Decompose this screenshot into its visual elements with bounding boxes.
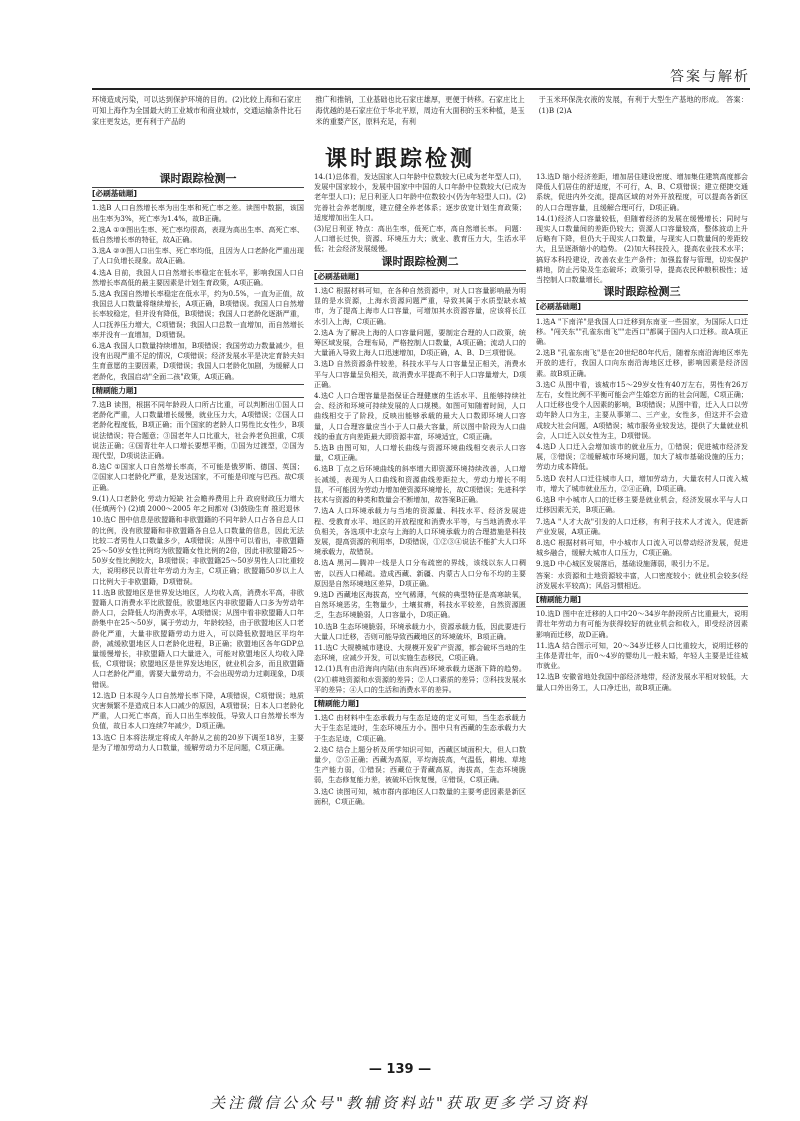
answer-paragraph: 2.选B "孔雀东南飞"是在20世纪80年代后，随着东南沿海地区率先开放的进行，我国人口向东南沿海地区迁移，影响因素是经济因素。故B项正确。 bbox=[536, 348, 748, 378]
answer-paragraph: 2.选A 为了解决上海的人口容量问题，要制定合理的人口政策，统筹区域发展，合理布局，严格控制人口数量，A项正确；流动人口的大量涌入导致上海人口迅速增加，D项正确，A、B、D三项错误。 bbox=[314, 327, 526, 358]
top-col-2: 推广和推销，工业基础也比石家庄雄厚，更便于转移。石家庄比上海优越的是石家庄位于华北平原，周边有大面积的玉米种植，是玉米的重要产区，原料充足，有利 bbox=[315, 95, 525, 126]
section-title: 课时跟踪检测一 bbox=[159, 172, 237, 185]
answer-paragraph: 6.选B 丁点之后环境曲线的斜率增大即资源环境持续改善，人口增长减缓，表现为人口曲线和资源曲线差距拉大，劳动力增长不明显，不可能因为劳动力增加使资源环境增长，故C项错误；先进科学技术与资源的种类和数量会不断增加，故答案B正确。 bbox=[314, 464, 526, 505]
answer-paragraph: 答案：水资源和土地资源较丰富，人口密度较小；就业机会较多(经济发展水平较高)；风俗习惯相近。 bbox=[536, 570, 748, 590]
answer-paragraph: 1.选B 人口自然增长率为出生率和死亡率之差。读图中数据，该国出生率为3%，死亡率为1.4%，故B正确。 bbox=[92, 203, 304, 223]
answer-paragraph: 2.选A ①③图出生率、死亡率均很高，表现为高出生率、高死亡率、低自然增长率的特征，故A正确。 bbox=[92, 224, 304, 245]
answer-paragraph: 5.选A 我国自然增长率稳定在低水平，约为0.5%，一直为正值，故我国总人口数量将继续增长，A项正确，B项错误。我国人口自然增长率较稳定，但并没有降低，B项错误；我国人口老龄化逐渐严重，人口抚养压力增大，C项错误；我国人口总数一直增加，而自然增长率并没有一直增加，D项错误。 bbox=[92, 289, 304, 339]
answer-paragraph: 10.选C 图中信息是欧盟籍和非欧盟籍的不同年龄人口占各自总人口的比例，没有欧盟籍和非欧盟籍各自总人口数量的信息，因此无法比较二者男性人口数量多少，A项错误；从图中可以看出，非欧盟籍25～50岁女性比例均为欧盟籍女性比例的2倍，因此非欧盟籍25～50岁女性比例较大，B项错误；非欧盟籍25～50岁男性人口比重较大，说明移民以青壮年劳动力为主，C项正确；欧盟籍50岁以上人口比例大于非欧盟籍，D项错误。 bbox=[92, 515, 304, 586]
answer-paragraph: 3.选A ②③图人口出生率、死亡率均低，且因为人口老龄化严重出现了人口负增长现象。故A正确。 bbox=[92, 246, 304, 266]
answer-paragraph: 7.选A "人才大战"引发的人口迁移，有利于技术人才流入，促进新产业发展，A项正确。 bbox=[536, 516, 748, 536]
top-col-1: 环境造成污染，可以达到保护环境的目的。(2)比较上海和石家庄可知上海作为全国最大的工业城市和商业城市，交通运输条件比石家庄更发达，更有利于产品的 bbox=[92, 95, 302, 126]
answer-paragraph: 12.选D 日本现今人口自然增长率下降，A项错误，C项错误；地质灾害频繁不是造成日本人口减少的原因，A项错误；日本人口老龄化严重，人口死亡率高，而人口出生率较低，导致人口自然增长率为负值，故日本人口连续7年减少，D项正确。 bbox=[92, 690, 304, 731]
column-3 bbox=[536, 172, 748, 1055]
answer-columns bbox=[92, 172, 748, 1055]
answer-paragraph: (3)尼日利亚 特点：高出生率，低死亡率，高自然增长率。 问题：人口增长过快，资源、环境压力大；就业、教育压力大，生活水平低；社会经济发展缓慢。 bbox=[314, 224, 526, 254]
answer-paragraph: 9.选D 西藏地区海拔高，空气稀薄，气候的典型特征是高寒缺氧，自然环境恶劣，生物量少，土壤贫瘠，科技水平较差，自然资源匮乏，生态环境脆弱，人口容量小，D项正确。 bbox=[314, 589, 526, 620]
section-tag: [精刷能力题] bbox=[536, 593, 748, 607]
section-tag: [必刷基础题] bbox=[92, 187, 304, 201]
answer-paragraph: 12.(1)具有由沿海向内陆(由东向西)环境承载力逐渐下降的趋势。 (2)①耕地资源和水资源的差异；②人口素质的差异；③科技发展水平的差异；④人口的生活和消费水平的差异。 bbox=[314, 664, 526, 694]
answer-paragraph: 3.选C 从图中看，该城市15～29岁女性有40万左右，男性有26万左右，女性比例不平衡可能会产生婚恋方面的社会问题，C项正确；人口迁移也受个人因素的影响，B项错误；从图中看，迁入人口以劳动年龄人口为主，主要从事第二、三产业，女性多，但这并不会造成较大社会问题，A项错误；城市服务业较发达，提供了大量就业机会，人口迁入以女性为主，D项错误。 bbox=[536, 379, 748, 440]
answer-paragraph: 11.选A 结合图示可知，20～34岁迁移人口比重较大，说明迁移的主体是青壮年，而0～4岁的婴幼儿一般未婚，年轻人主要是迁往城市就业。 bbox=[536, 640, 748, 671]
answer-paragraph: 4.选A 目前，我国人口自然增长率稳定在低水平，影响我国人口自然增长率高低的最主要因素是计划生育政策，A项正确。 bbox=[92, 267, 304, 287]
answer-paragraph: 14.(1)经济人口容量较低，但随着经济的发展在缓慢增长；同时与现实人口数量间的差距仍较大；资源人口容量较高，整体波动上升后略有下降，但仍大于现实人口数量，与现实人口数量间的差距较大，且呈逐渐缩小的趋势。 (2)加大科技投入，提高农业技术水平；搞好本科投建设，改善农业生产条件；加强监督与管理，切实保护耕地，防止污染及生态破坏；政策引导，提高农民种粮积极性；适当控制人口数量增长。 bbox=[536, 213, 748, 285]
column-2 bbox=[314, 172, 526, 1055]
answer-paragraph: 3.选C 读图可知，城市群内部地区人口数量的主要考虑因素是新区面积，C项正确。 bbox=[314, 786, 526, 806]
section-title: 课时跟踪检测三 bbox=[603, 285, 681, 299]
answer-paragraph: 8.选A 黑河—腾冲一线是人口分布疏密的界线，该线以东人口稠密，以西人口稀疏。造成西藏、新疆、内蒙古人口分布不均的主要原因是自然环境地区差异，D项正确。 bbox=[314, 558, 526, 588]
answer-paragraph: 10.选D 图中在迁移的人口中20～34岁年龄段所占比重最大，说明青壮年劳动力有可能为获得较好的就业机会和收入，即受经济因素影响而迁移，故D正确。 bbox=[536, 609, 748, 639]
answer-paragraph: 13.选D 缩小经济差距，增加居住建设密度、增加集住建筑高度都会降低人们居住的舒适度，不可行，A、B、C项错误；建立便捷交通系统，促进内外交流，提高区域的对外开放程度，可以提高各新区的人口合理容量，且缓解合理可行，D项正确。 bbox=[536, 172, 748, 212]
section-title: 课时跟踪检测二 bbox=[381, 254, 459, 268]
answer-paragraph: 6.选B 中小城市人口的迁移主要是就业机会，经济发展水平与人口迁移因素无关，B项正确。 bbox=[536, 495, 748, 515]
answer-paragraph: 1.选C 根据材料可知，在各种自然资源中，对人口容量影响最为明显的是水资源，上海水资源问题严重，导致其属于水质型缺水城市，为了提高上海市人口容量，可增加其水资源容量，应该将长江水引入上海，C项正确。 bbox=[314, 286, 526, 326]
answer-paragraph: 2.选C 结合上题分析及所学知识可知，西藏区域面积大，但人口数量少，②⑤正确；西藏为高原，平均海拔高，气温低，耕地、草地生产能力弱，①错误；西藏位于青藏高原，海拔高，生态环境脆弱，生态修复能力差，被破坏后恢复慢，④错误，C项正确。 bbox=[314, 744, 526, 785]
footer-note: 关注微信公众号"教辅资料站"获取更多学习资料 bbox=[210, 1094, 590, 1112]
answer-paragraph: 5.选B 由图可知，人口增长曲线与资源环境曲线相交表示人口容量，C项正确。 bbox=[314, 443, 526, 463]
main-title: 课时跟踪检测 bbox=[324, 147, 475, 172]
header-title: 答案与解析 bbox=[670, 69, 750, 85]
answer-paragraph: 1.选A "下南洋"是我国人口迁移到东南亚一些国家，为国际人口迁移。"闯关东""孔雀东南飞""走西口"都属于国内人口迁移。故A项正确。 bbox=[536, 316, 748, 347]
answer-paragraph: 10.选B 生态环境脆弱，环境承载力小，资源承载力低，因此要进行大量人口迁移，否则可能导致西藏地区的环境破坏，B项正确。 bbox=[314, 621, 526, 641]
answer-paragraph: 12.选B 安徽省地处我国中部经济地带，经济发展水平相对较低，大量人口外出务工，人口净迁出，故B项正确。 bbox=[536, 672, 748, 692]
answer-paragraph: 4.选D 人口迁入会增加该市的就业压力，①错误；促进城市经济发展，③错误；②缓解城市环境问题，加大了城市基础设施的压力；劳动力成本降低。 bbox=[536, 442, 748, 472]
answer-paragraph: 4.选C 人口合理容量是指保证合理健康的生活水平、且能够持续社会、经济和环境可持续发展的人口规模。如图可知随着时间，人口曲线相交于了阶段，反映出能够承载的最大人口数即环境人口容量，人口合理容量应当小于人口最大容量，所以图中阶段为人口曲线的垂直方向差距最大即资源丰富，环境适宜，C项正确。 bbox=[314, 391, 526, 441]
answer-paragraph: 13.选C 日本将法规定将成人年龄从之前的20岁下调至18岁，主要是为了增加劳动力人口数量，缓解劳动力不足问题，C项正确。 bbox=[92, 732, 304, 752]
answer-paragraph: 6.选A 我国人口数量持续增加，B项错误；我国劳动力数量减少，但没有出现严重不足的情况，C项错误；经济发展水平是决定育龄夫妇生育意愿的主要因素，D项错误；我国人口老龄化加剧，为缓解人口老龄化，我国启动"全面二孩"政策，A项正确。 bbox=[92, 341, 304, 381]
page-header bbox=[92, 64, 750, 90]
answer-paragraph: 7.选A 人口环境承载力与当地的资源量、科技水平、经济发展进程、受教育水平、地区的开放程度和消费水平等，与当地消费水平负相关，各选项中北京与上海的人口环境承载力的合理措施是科技发展，提高资源的利用率，D项错误，①②③④说法不能扩大人口环境承载力，故错误。 bbox=[314, 506, 526, 557]
answer-paragraph: 8.选C 根据材料可知，中小城市人口流入可以带动经济发展，促进城乡融合，缓解大城市人口压力，C项正确。 bbox=[536, 537, 748, 558]
answer-paragraph: 9.(1)人口老龄化 劳动力短缺 社会赡养费用上升 政府财政压力增大(任填两个) (2)填 2000～2005 年之间都对 (3)鼓励生育 推迟退休 bbox=[92, 493, 304, 514]
top-col-3: 于玉米环保洗衣液的发展，有利于大型生产基地的形成。 答案：(1)B (2)A bbox=[538, 95, 748, 115]
answer-paragraph: 3.选D 自然资源条件较差，科技水平与人口容量呈正相关，消费水平与人口容量呈负相关，故消费水平提高不利于人口容量增大，D项正确。 bbox=[314, 359, 526, 389]
answer-paragraph: 8.选C ①国家人口自然增长率高，不可能是俄罗斯、德国、英国；②国家人口老龄化严重，是发达国家，不可能是印度与巴西。故C项正确。 bbox=[92, 462, 304, 492]
section-tag: [精刷能力题] bbox=[92, 384, 304, 398]
answer-paragraph: 9.选D 中心城区发展落后，基础设施薄弱，吸引力不足。 bbox=[536, 559, 714, 569]
page-number: — 139 — bbox=[368, 1062, 432, 1077]
section-tag: [必刷基础题] bbox=[536, 300, 748, 314]
section-tag: [必刷基础题] bbox=[314, 270, 526, 284]
column-1 bbox=[92, 172, 304, 1055]
answer-paragraph: 11.选B 欧盟地区是世界发达地区，人均收入高，消费水平高，非欧盟籍人口消费水平比欧盟低，欧盟地区内非欧盟籍人口多为劳动年龄人口，会降低人均消费水平，A项错误；从图中看非欧盟籍人口年龄集中在25～50岁，属于劳动力，年龄较轻，由于欧盟地区人口老龄化严重，大量非欧盟籍劳动力进入，可以降低欧盟地区平均年龄，减缓欧盟地区人口老龄化进程，B正确；欧盟地区各年GDP总量缓慢增长，非欧盟籍人口大量进入，可能对欧盟地区人均收入降低，C项错误；欧盟地区是世界发达地区，就业机会多，而且欧盟籍人口老龄化严重，需要大量劳动力，不会出现劳动力过剩现象，D项错误。 bbox=[92, 587, 304, 689]
answer-paragraph: 7.选B 读图，根据不同年龄段人口所占比重，可以判断出①国人口老龄化严重，人口数量增长缓慢，就业压力大，A项错误；②国人口老龄化程度低，B项正确；而个国家的老龄人口男性比女性少，B项说法错误；符合题意；③国老年人口比重大，社会养老负担重，C项说法正确；④国青壮年人口增长要想平衡，①国为过渡型，②国为现代型，D项说法正确。 bbox=[92, 400, 304, 461]
top-continuation bbox=[92, 94, 748, 138]
answer-paragraph: 11.选C 大规模城市建设、大规模开发矿产资源，都会破坏当地的生态环境，应减少开发，可以实施生态移民，C项正确。 bbox=[314, 642, 526, 663]
answer-paragraph: 14.(1)总体看，发达国家人口年龄中位数较大(已成为老年型人口)，发展中国家较小，发展中国家中中国的人口年龄中位数较大(已成为老年型人口)；尼日利亚人口年龄中位数较小(仍为年轻型人口)。(2)完善社会养老制度，建立健全养老体系；逐步放宽计划生育政策；适度增加出生人口。 bbox=[314, 172, 526, 222]
answer-paragraph: 5.选D 农村人口迁往城市人口，增加劳动力，大量农村人口流入城市，增大了城市就业压力，②④正确，D项正确。 bbox=[536, 473, 748, 493]
answer-paragraph: 1.选C 由材料中生态承载力与生态足迹的定义可知，当生态承载力大于生态足迹时，生态环境压力小。图中只有西藏的生态承载力大于生态足迹，C项正确。 bbox=[314, 713, 526, 743]
section-tag: [精刷能力题] bbox=[314, 697, 526, 711]
